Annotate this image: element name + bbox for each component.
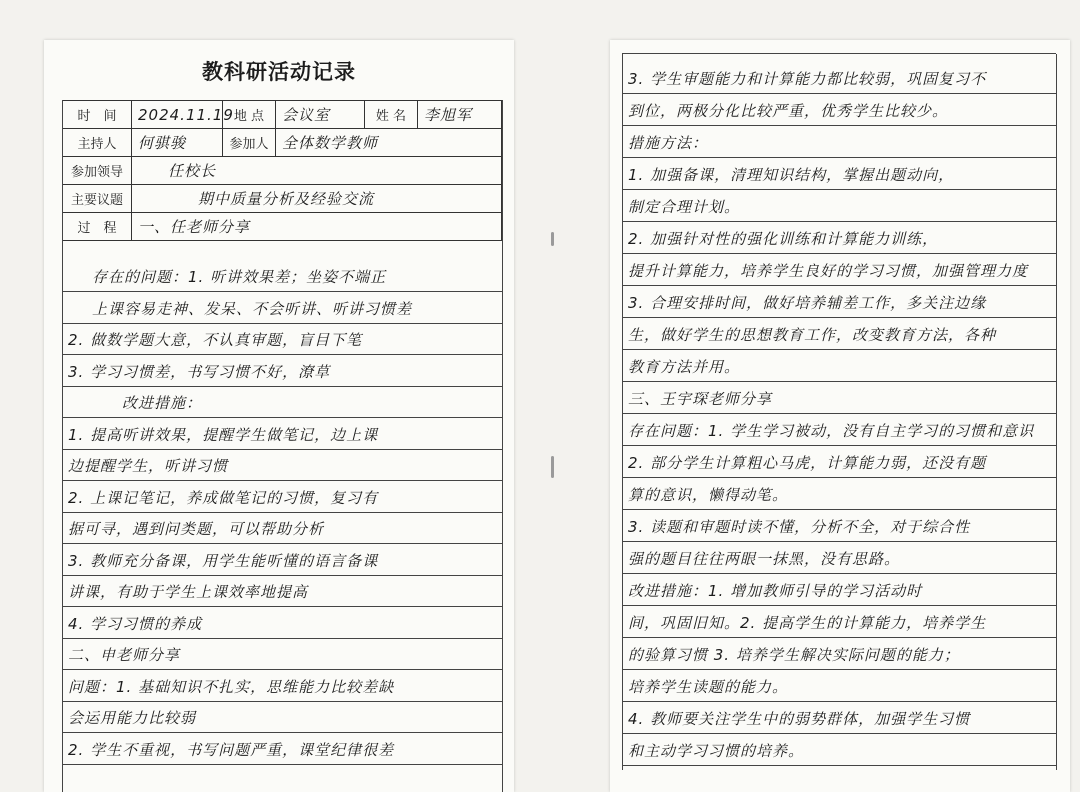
handwritten-line: 1. 提高听讲效果，提醒学生做笔记，边上课 — [62, 420, 502, 450]
handwritten-line: 算的意识，懒得动笔。 — [622, 480, 1056, 510]
name-value: 李旭军 — [424, 106, 473, 124]
handwritten-line: 强的题目往往两眼一抹黑，没有思路。 — [622, 544, 1056, 574]
handwritten-line: 4. 学习习惯的养成 — [62, 609, 502, 639]
right-border — [1056, 54, 1057, 770]
handwritten-line: 上课容易走神、发呆、不会听讲、听讲习惯差 — [62, 294, 502, 324]
binder-mark — [551, 456, 554, 478]
participants-label: 参加人 — [229, 137, 269, 152]
leader-label: 参加领导 — [70, 165, 123, 180]
handwritten-line: 2. 做数学题大意，不认真审题，盲目下笔 — [62, 325, 502, 355]
top-border — [622, 24, 1056, 54]
handwritten-line: 三、王宇琛老师分享 — [622, 384, 1056, 414]
place-label: 地 点 — [233, 109, 265, 124]
binder-mark — [551, 232, 554, 246]
host-value: 何骐骏 — [138, 134, 187, 152]
handwritten-line: 3. 教师充分备课，用学生能听懂的语言备课 — [62, 546, 502, 576]
handwritten-line: 2. 学生不重视，书写问题严重，课堂纪律很差 — [62, 735, 502, 765]
handwritten-line: 1. 加强备课，清理知识结构，掌握出题动向， — [622, 160, 1056, 190]
handwritten-line: 边提醒学生，听讲习惯 — [62, 451, 502, 481]
handwritten-line: 间，巩固旧知。2. 提高学生的计算能力，培养学生 — [622, 608, 1056, 638]
handwritten-line: 2. 加强针对性的强化训练和计算能力训练， — [622, 224, 1056, 254]
handwritten-line: 改进措施： — [62, 388, 502, 418]
handwritten-line: 4. 教师要关注学生中的弱势群体，加强学生习惯 — [622, 704, 1056, 734]
leader-value: 任校长 — [168, 162, 217, 180]
process-line: 一、任老师分享 — [138, 218, 251, 236]
right-page — [610, 40, 1070, 792]
process-label: 过 程 — [77, 221, 117, 236]
handwritten-line: 培养学生读题的能力。 — [622, 672, 1056, 702]
host-label: 主持人 — [77, 137, 117, 152]
handwritten-line: 据可寻，遇到问类题，可以帮助分析 — [62, 514, 502, 544]
handwritten-line: 教育方法并用。 — [622, 352, 1056, 382]
handwritten-line: 3. 读题和审题时读不懂，分析不全，对于综合性 — [622, 512, 1056, 542]
handwritten-line: 3. 学习习惯差，书写习惯不好，潦草 — [62, 357, 502, 387]
topic-value: 期中质量分析及经验交流 — [198, 190, 375, 208]
page-title: 教科研活动记录 — [202, 59, 356, 84]
record-header-table — [62, 100, 502, 241]
handwritten-line: 生，做好学生的思想教育工作，改变教育方法，各种 — [622, 320, 1056, 350]
time-value: 2024.11.19 — [138, 106, 234, 124]
handwritten-line: 存在问题：1. 学生学习被动，没有自主学习的习惯和意识 — [622, 416, 1056, 446]
handwritten-line: 到位，两极分化比较严重，优秀学生比较少。 — [622, 96, 1056, 126]
time-label: 时 间 — [77, 109, 117, 124]
handwritten-line: 3. 合理安排时间，做好培养辅差工作，多关注边缘 — [622, 288, 1056, 318]
handwritten-line: 2. 部分学生计算粗心马虎，计算能力弱，还没有题 — [622, 448, 1056, 478]
handwritten-line: 讲课，有助于学生上课效率地提高 — [62, 577, 502, 607]
handwritten-line: 3. 学生审题能力和计算能力都比较弱，巩固复习不 — [622, 64, 1056, 94]
place-value: 会议室 — [282, 106, 331, 124]
handwritten-line: 改进措施：1. 增加教师引导的学习活动时 — [622, 576, 1056, 606]
participants-value: 全体数学教师 — [282, 134, 379, 152]
left-page — [44, 40, 514, 792]
handwritten-line: 问题：1. 基础知识不扎实，思维能力比较差缺 — [62, 672, 502, 702]
handwritten-line: 和主动学习习惯的培养。 — [622, 736, 1056, 766]
name-label: 姓 名 — [375, 109, 407, 124]
right-border — [502, 100, 503, 792]
handwritten-line: 二、申老师分享 — [62, 640, 502, 670]
handwritten-line: 的验算习惯 3. 培养学生解决实际问题的能力； — [622, 640, 1056, 670]
handwritten-line: 提升计算能力，培养学生良好的学习习惯，加强管理力度 — [622, 256, 1056, 286]
handwritten-line: 制定合理计划。 — [622, 192, 1056, 222]
handwritten-line: 措施方法： — [622, 128, 1056, 158]
handwritten-line: 2. 上课记笔记，养成做笔记的习惯，复习有 — [62, 483, 502, 513]
handwritten-line: 会运用能力比较弱 — [62, 703, 502, 733]
handwritten-line: 存在的问题：1. 听讲效果差；坐姿不端正 — [62, 262, 502, 292]
topic-label: 主要议题 — [70, 193, 123, 208]
